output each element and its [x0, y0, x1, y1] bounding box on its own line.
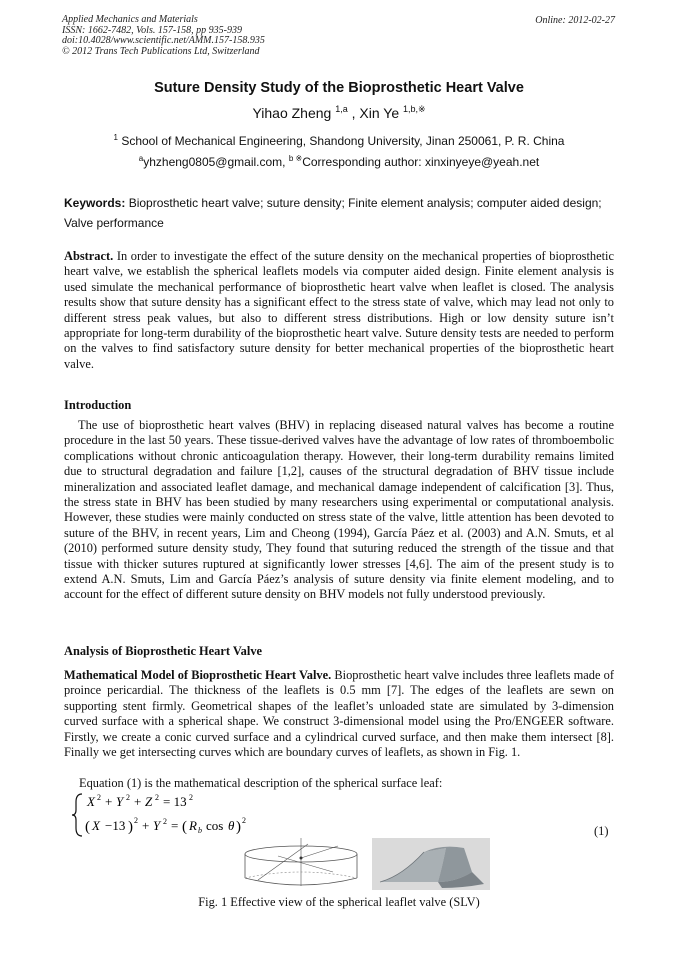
author-2: Xin Ye — [359, 105, 400, 121]
analysis-text: Bioprosthetic heart valve includes three leaflets made of proince pericardial. The thickness of the leaflets is 0.5 mm [7]. The edges of the leaflets are sewn on supporting stent firmly. Geometrical shapes of the leaflet’s unloaded state are simulated by 3-dimension curved surface with a spherical shape. We construct 3-dimensional model using the Pro/ENGEER software. Firstly, we create a conic curved surface and a cylindrical curved surface, and then make them intersect [8]. Finally we get intersecting curves which are boundary curves of leaflets, as shown in Fig. 1. — [64, 668, 614, 760]
svg-text:): ) — [128, 819, 133, 835]
svg-text:cos: cos — [206, 818, 224, 833]
svg-text:X: X — [92, 818, 100, 833]
author-line — [0, 104, 678, 121]
svg-text:2: 2 — [97, 793, 101, 802]
affiliation — [0, 133, 678, 148]
equation-number: (1) — [594, 824, 609, 838]
journal-name: Applied Mechanics and Materials — [62, 14, 198, 25]
corresponding-author: Corresponding author: xinxinyeye@yeah.net — [302, 155, 540, 169]
author-2-affil: 1,b,※ — [403, 104, 426, 114]
email-a: yhzheng0805@gmail.com, — [143, 155, 286, 169]
svg-text:2: 2 — [189, 793, 193, 802]
svg-text:X: X — [87, 794, 95, 809]
svg-text:(: ( — [85, 819, 90, 835]
introduction-paragraph: The use of bioprosthetic heart valves (BHV) in replacing diseased natural valves has become a routine procedure in the last 50 years. These tissue-derived valves have the advantage of low rates of thromboembolic complications without chronic anticoagulation therapy. However, their long-term durability remains limited due to structural degradation and failure [1,2], causes of the structural degradation of BHV tissue include mineralization and associated leaflet damage, and mechanical damage independent of calcification [3]. Thus, the stress state in BHV has been studied by many researchers using experimental or computational analysis. However, these studies were mainly conducted on stress state of the valve, little attention has been devoted to suture of the BHV, in recent years, Lim and Cheong (1994), García Páez et al. (2003) and A.N. Smuts, et al (2010) performed suture density study, They found that suturing reduced the strength of the tissue and that tissue with thicker sutures ruptured at significantly lower stresses [4,6]. The aim of the present study is to extend A.N. Smuts, Lim and García Páez’s analysis of suture density via finite element modeling, and to account for the effect of different suture density on BHV models not fully understood previously. — [64, 418, 614, 602]
analysis-heading: Analysis of Bioprosthetic Heart Valve — [64, 644, 263, 658]
paper-title: Suture Density Study of the Bioprosthetic Heart Valve — [154, 80, 524, 96]
svg-text:2: 2 — [134, 816, 138, 825]
svg-text:2: 2 — [242, 816, 246, 825]
leaflet-3d-render — [372, 838, 490, 890]
figure-caption: Fig. 1 Effective view of the spherical leaflet valve (SLV) — [198, 895, 480, 909]
affiliation-number: 1 — [113, 133, 118, 142]
svg-text:R: R — [189, 818, 197, 833]
author-1: Yihao Zheng — [252, 105, 332, 121]
email-b-marker: b ※ — [288, 154, 303, 163]
analysis-paragraph — [64, 668, 614, 760]
svg-text:= 13: = 13 — [163, 794, 187, 809]
svg-text:(: ( — [182, 819, 187, 835]
svg-text:2: 2 — [126, 793, 130, 802]
issn-line: ISSN: 1662-7482, Vols. 157-158, pp 935-939 — [62, 24, 242, 36]
abstract-block — [64, 249, 614, 372]
svg-text:Y: Y — [153, 818, 161, 833]
keywords-block — [64, 193, 616, 233]
svg-text:+: + — [105, 794, 113, 809]
journal-metadata — [62, 15, 265, 57]
email-line — [0, 154, 678, 169]
svg-text:θ: θ — [228, 818, 235, 833]
keywords-label: Keywords: — [64, 196, 126, 210]
affiliation-text: School of Mechanical Engineering, Shandong University, Jinan 250061, P. R. China — [121, 134, 565, 148]
svg-text:Z: Z — [145, 794, 153, 809]
svg-text:−13: −13 — [105, 818, 126, 833]
svg-text:b: b — [198, 826, 202, 835]
analysis-subheading: Mathematical Model of Bioprosthetic Heart Valve. — [64, 668, 332, 682]
svg-text:+: + — [142, 818, 150, 833]
equation-1 — [72, 790, 622, 840]
abstract-label: Abstract. — [64, 249, 114, 263]
equation-intro: Equation (1) is the mathematical description of the spherical surface leaf: — [79, 776, 443, 790]
svg-text:=: = — [171, 818, 179, 833]
introduction-heading: Introduction — [64, 398, 132, 412]
doi-line: doi:10.4028/www.scientific.net/AMM.157-158.935 — [62, 35, 265, 46]
online-date: Online: 2012-02-27 — [535, 15, 615, 26]
copyright-line: © 2012 Trans Tech Publications Ltd, Switzerland — [62, 45, 260, 57]
email-a-marker: a — [138, 154, 144, 163]
svg-text:+: + — [134, 794, 142, 809]
svg-text:Y: Y — [116, 794, 124, 809]
keywords-text: Bioprosthetic heart valve; suture density; Finite element analysis; computer aided design; Valve performance — [64, 196, 602, 230]
author-1-affil: 1,a — [335, 104, 348, 114]
svg-text:): ) — [236, 819, 241, 835]
author-separator: , — [347, 105, 360, 121]
leaflet-geometry-diagram — [238, 836, 364, 892]
svg-text:2: 2 — [163, 817, 167, 826]
svg-text:2: 2 — [155, 793, 159, 802]
abstract-text: In order to investigate the effect of the suture density on the mechanical properties of bioprosthetic heart valve, we establish the spherical leaflets models via computer aided design. Finite element analysis is used simulate the mechanical performance of bioprosthetic heart valve when leaflet is closed. The analysis results show that suture density has a significant effect to the stress state of valve, which may lead not only to different stress peak values, but also to different stress distributions. High or low density suture isn’t appropriate for long-term durability of the bioprosthetic heart valve. Suture density tests are needed to perform on the valves to find satisfactory suture density for better mechanical properties of the bioprosthetic heart valve. — [64, 249, 614, 371]
